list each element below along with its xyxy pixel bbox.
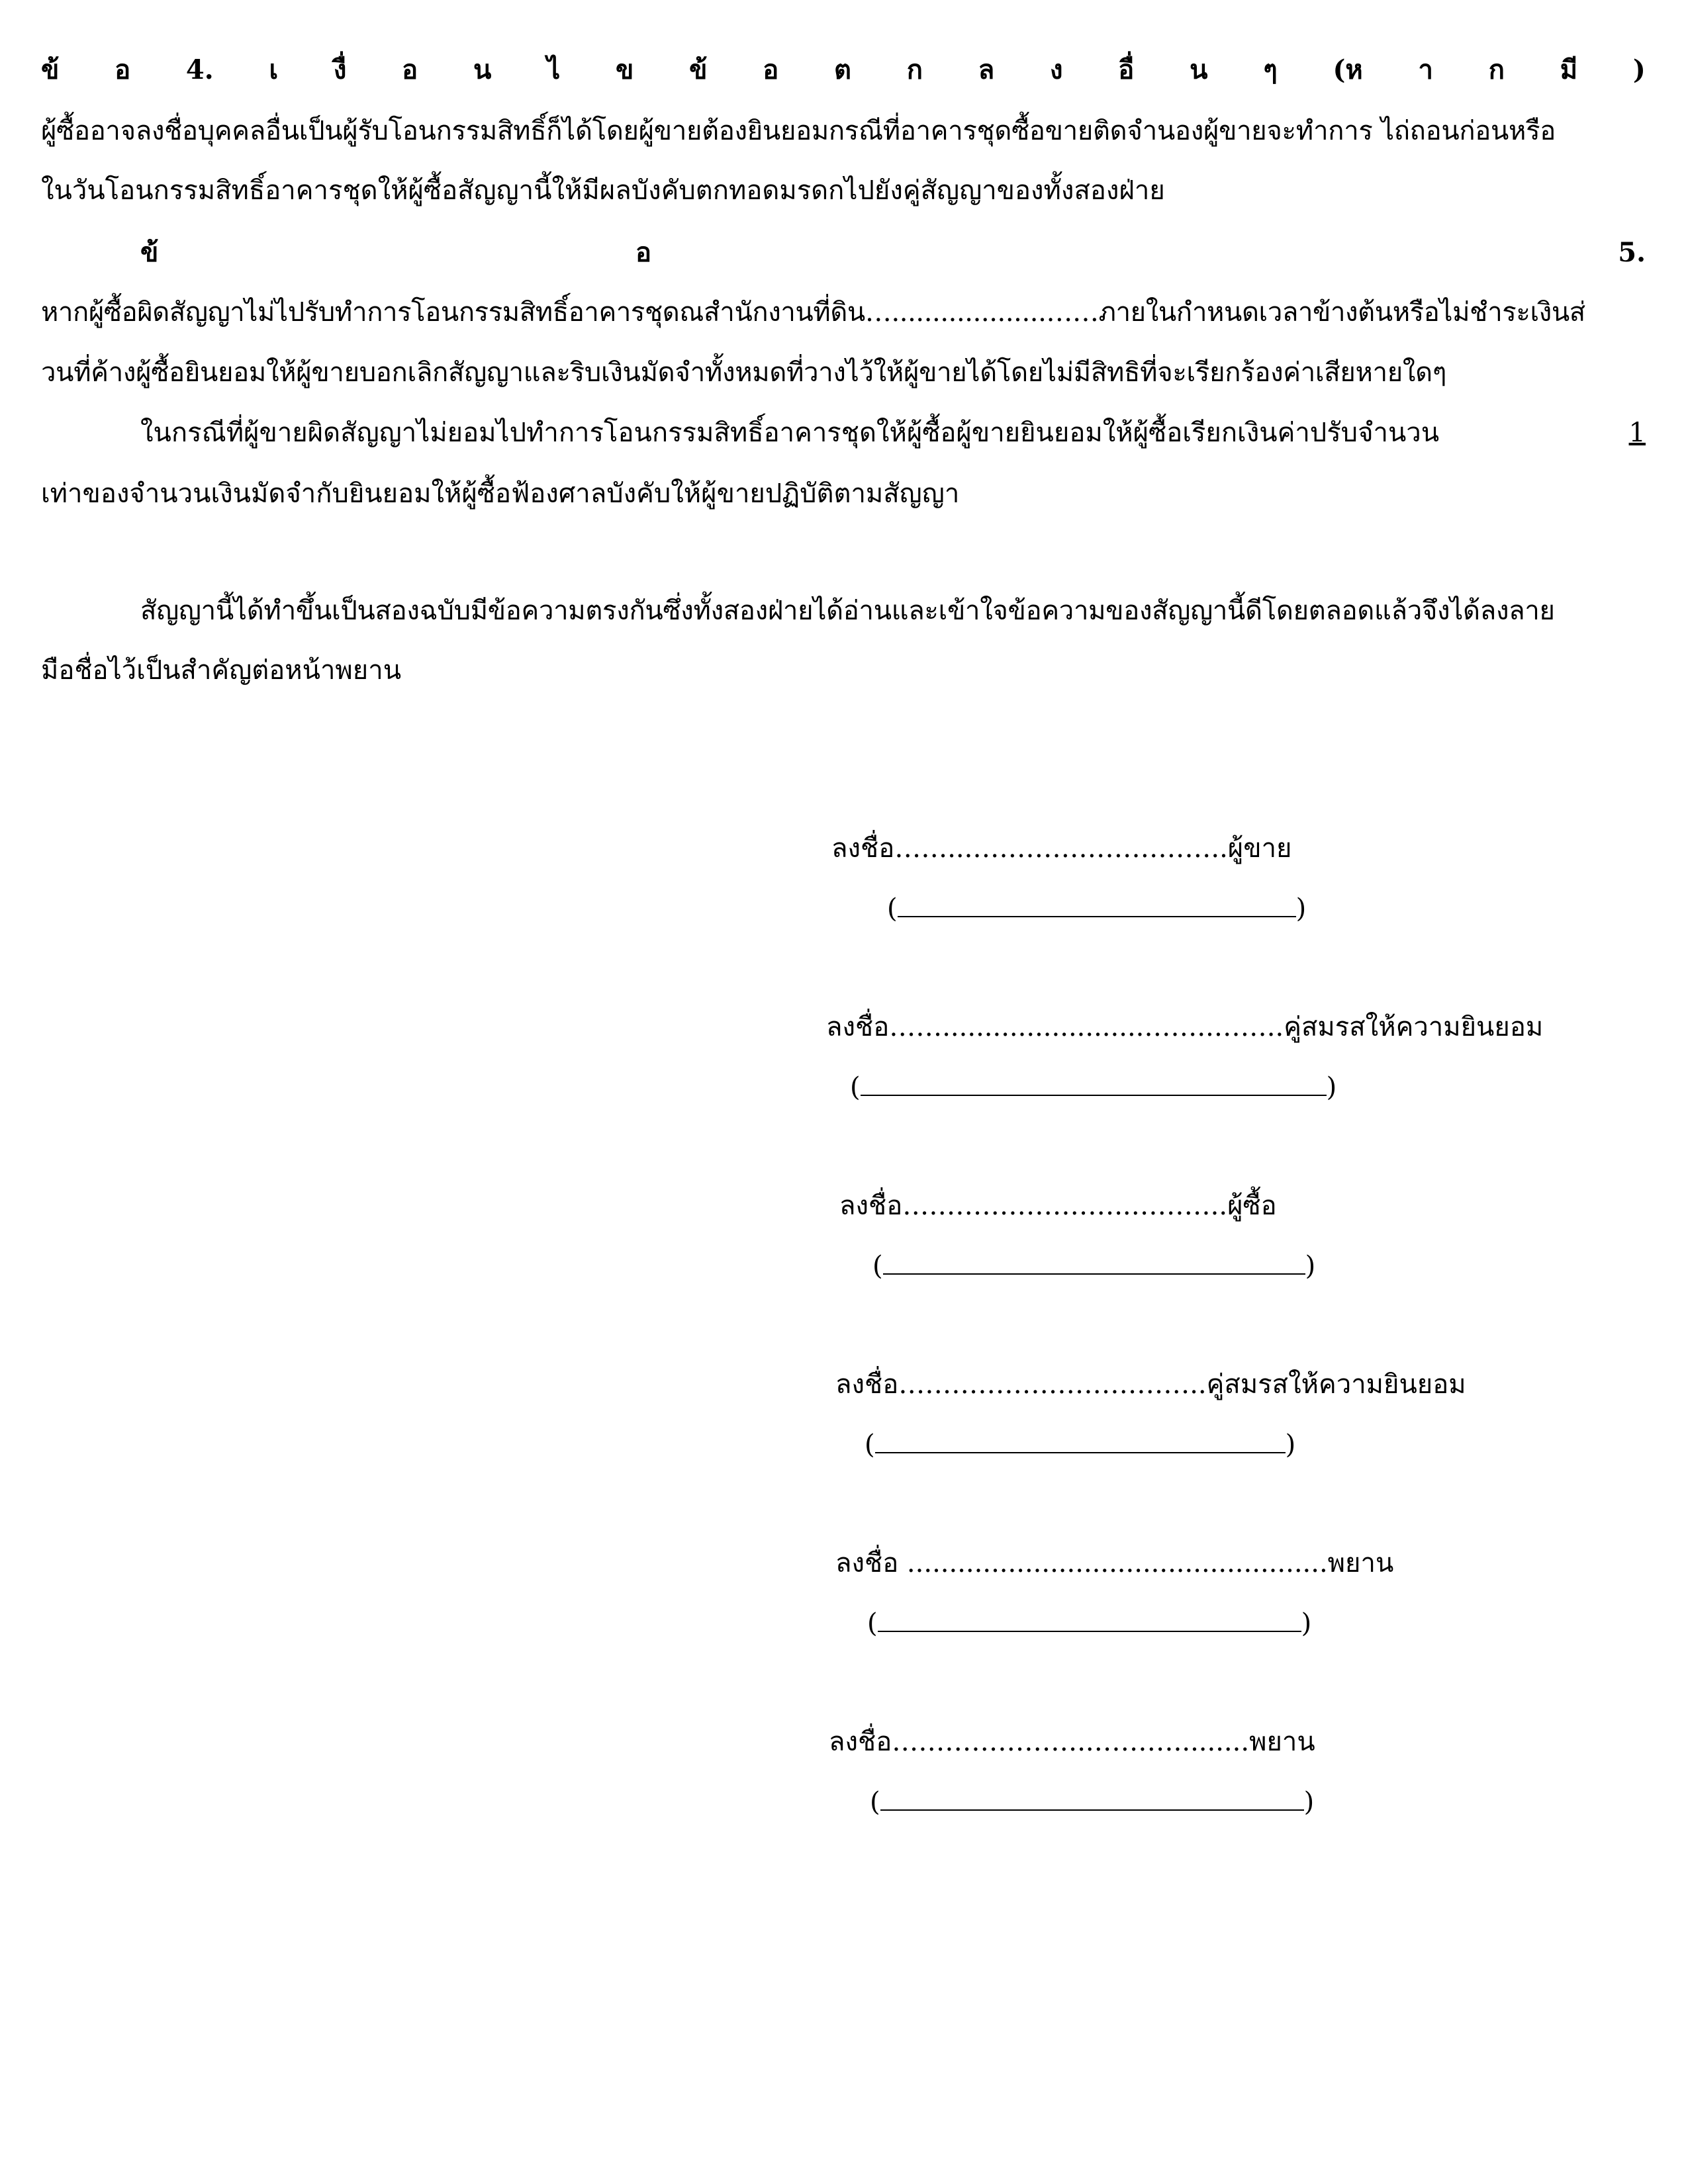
clause-4-heading-char: ล: [978, 54, 995, 85]
clause-4-heading-char: เ: [269, 54, 279, 85]
clause-4-heading-char: อ: [402, 54, 418, 85]
clause-5-line-3-text: ในกรณีที่ผู้ขายผิดสัญญาไม่ยอมไปทำการโอนกรรมสิทธิ์อาคารชุดให้ผู้ซื้อผู้ขายยินยอมให้ผู้ซื้อเรียกเงินค่าปรับจำนวน: [140, 418, 1440, 448]
signature-name-buyer: ( ): [872, 1247, 1315, 1285]
signature-name-seller: ( ): [887, 889, 1306, 927]
clause-4-heading-char: ก: [906, 54, 923, 85]
clause-4-heading-char: มี: [1560, 54, 1578, 85]
clause-4-heading-char: ไ: [547, 54, 561, 85]
clause-4-heading-char: ข้: [689, 54, 708, 85]
closing-line-1: สัญญานี้ได้ทำขึ้นเป็นสองฉบับมีข้อความตรงกันซึ่งทั้งสองฝ่ายได้อ่านและเข้าใจข้อความของสัญญานี้ดีโดยตลอดแล้วจึงได้ลงลาย: [140, 596, 1555, 626]
name-blank: [883, 1247, 1305, 1275]
clause-4-line-1: ผู้ซื้ออาจลงชื่อบุคคลอื่นเป็นผู้รับโอนกรรมสิทธิ์ก็ได้โดยผู้ขายต้องยินยอมกรณีที่อาคารชุดซื้อขายติดจำนองผู้ขายจะทำการ ไถ่ถอนก่อนหรือ: [41, 116, 1556, 146]
clause-4-heading-char: อื่: [1118, 54, 1135, 85]
clause-4-heading: [41, 52, 1646, 89]
signature-name-buyer-spouse: ( ): [865, 1426, 1295, 1463]
name-blank: [878, 1604, 1301, 1632]
clause-5-heading-right: 5.: [1618, 237, 1646, 268]
clause-4-heading-char: ก: [1488, 54, 1505, 85]
clause-5-line-3: [41, 414, 1646, 451]
signature-line-witness-2: ลงชื่อ…………………..……….........พยาน: [829, 1727, 1315, 1757]
clause-4-heading-char: ข: [615, 54, 634, 85]
penalty-multiplier: 1: [1628, 418, 1646, 448]
clause-4-heading-char: ต: [833, 54, 851, 85]
closing-line-2: มือชื่อไว้เป็นสำคัญต่อหน้าพยาน: [41, 655, 402, 686]
signature-line-seller-spouse: ลงชื่อ……........................……..……..คู่สมรสให้ความยินยอม: [826, 1012, 1544, 1042]
clause-4-heading-char: ข้: [41, 54, 60, 85]
clause-4-heading-char: 4.: [185, 54, 214, 85]
signature-line-seller: ลงชื่อ……...………………………..ผู้ขาย: [831, 833, 1292, 864]
name-blank: [875, 1426, 1286, 1453]
clause-4-heading-char: อ: [763, 54, 779, 85]
signature-name-witness-1: ( ): [867, 1604, 1311, 1642]
clause-4-heading-char: ๆ: [1263, 54, 1278, 85]
signature-line-buyer-spouse: ลงชื่อ……………………………..คู่สมรสให้ความยินยอม: [835, 1369, 1466, 1400]
clause-4-heading-char: า: [1418, 54, 1433, 85]
clause-4-heading-char: อ: [115, 54, 131, 85]
signature-line-witness-1: ลงชื่อ ..................................................พยาน: [835, 1548, 1394, 1578]
signature-name-seller-spouse: ( ): [850, 1068, 1336, 1106]
clause-4-heading-char: ง: [1050, 54, 1063, 85]
clause-4-heading-char: น: [473, 54, 492, 85]
name-blank: [898, 889, 1296, 917]
clause-4-line-2: ในวันโอนกรรมสิทธิ์อาคารชุดให้ผู้ซื้อสัญญานี้ให้มีผลบังคับตกทอดมรดกไปยังคู่สัญญาของทั้งสองฝ่าย: [41, 175, 1165, 206]
clause-5-line-2: วนที่ค้างผู้ซื้อยินยอมให้ผู้ขายบอกเลิกสัญญาและริบเงินมัดจำทั้งหมดที่วางไว้ให้ผู้ขายได้โดยไม่มีสิทธิที่จะเรียกร้องค่าเสียหายใดๆ: [41, 357, 1447, 388]
name-blank: [880, 1783, 1304, 1811]
signature-line-buyer: ลงชื่อ……………………..………..ผู้ซื้อ: [839, 1191, 1277, 1221]
clause-5-heading-left: ข้: [140, 237, 159, 268]
clause-5-line-1: หากผู้ซื้อผิดสัญญาไม่ไปรับทำการโอนกรรมสิทธิ์อาคารชุดณสำนักงานที่ดิน…...................……ภายในกำหนดเวลาข้างต้นหรือไม่ชำระเงินส่: [41, 297, 1585, 328]
signature-name-witness-2: ( ): [870, 1783, 1314, 1821]
clause-5-heading-mid: อ: [635, 237, 652, 268]
clause-4-heading-char: (ห: [1333, 54, 1363, 85]
clause-4-heading-char: น: [1190, 54, 1208, 85]
name-blank: [861, 1068, 1327, 1096]
clause-5-line-4: เท่าของจำนวนเงินมัดจำกับยินยอมให้ผู้ซื้อฟ้องศาลบังคับให้ผู้ขายปฏิบัติตามสัญญา: [41, 478, 960, 509]
clause-4-heading-char: งื่: [333, 54, 347, 85]
clause-4-heading-char: ): [1632, 54, 1646, 85]
